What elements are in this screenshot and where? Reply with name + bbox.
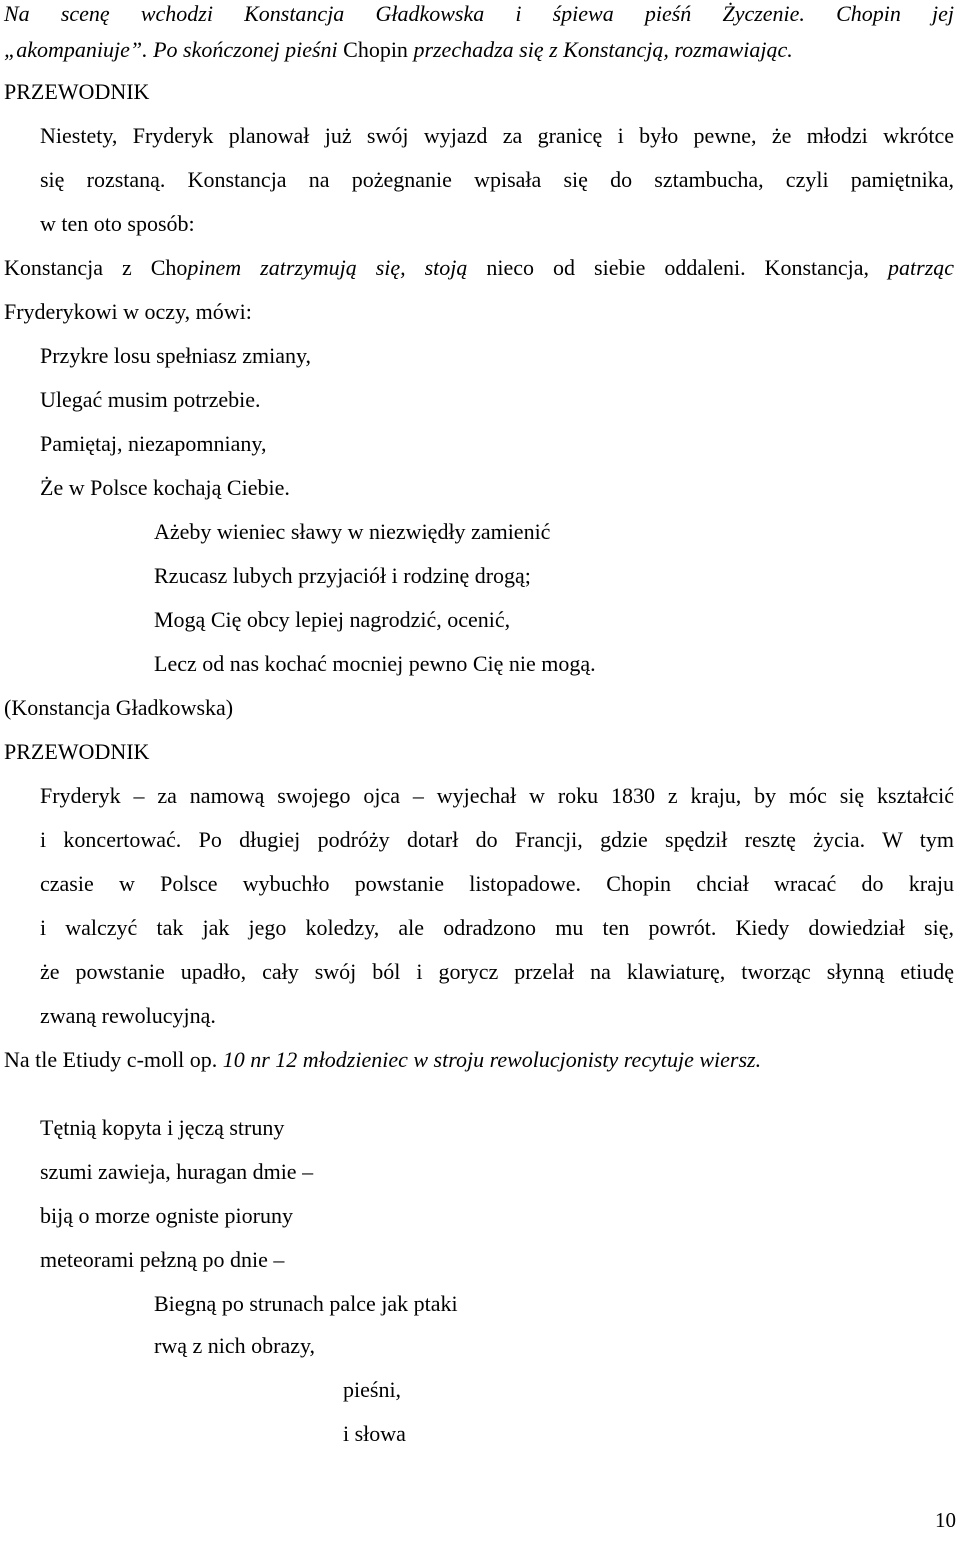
verse-line: pieśni, — [343, 1377, 402, 1402]
poem-line: Mogą Cię obcy lepiej nagrodzić, ocenić, — [154, 607, 511, 632]
narration-line: zwaną rewolucyjną. — [40, 1003, 216, 1028]
verse-line: rwą z nich obrazy, — [154, 1333, 316, 1358]
poem-line: Rzucasz lubych przyjaciół i rodzinę drogą; — [154, 563, 531, 588]
verse-line: Tętnią kopyta i jęczą struny — [40, 1115, 285, 1140]
narration-line: że powstanie upadło, cały swój ból i gorycz przelał na klawiaturę, tworząc słynną etiudę — [40, 959, 954, 984]
narration-line: i koncertować. Po długiej podróży dotarł do Francji, gdzie spędził resztę życia. W tym — [40, 827, 954, 852]
stage-direction-line — [4, 1046, 761, 1074]
narration-line: w ten oto sposób: — [40, 211, 195, 236]
song-title: Życzenie. — [722, 1, 805, 26]
verse-line: i słowa — [343, 1421, 406, 1446]
poem-line: Przykre losu spełniasz zmiany, — [40, 343, 312, 368]
page-number: 10 — [935, 1508, 956, 1532]
stage-direction-italic: pinem zatrzymują się, stoją — [187, 255, 468, 280]
narration-line: się rozstaną. Konstancja na pożegnanie wpisała się do sztambucha, czyli pamiętnika, — [40, 167, 954, 192]
poem-line: Lecz od nas kochać mocniej pewno Cię nie mogą. — [154, 651, 596, 676]
narration-line: Fryderyk – za namową swojego ojca – wyjechał w roku 1830 z kraju, by móc się kształcić — [40, 783, 954, 808]
verse-line: biją o morze ogniste pioruny — [40, 1203, 293, 1228]
stage-direction-text: Konstancja z Cho — [4, 255, 188, 280]
stage-direction-italic: 10 nr 12 młodzieniec w stroju rewolucjonisty recytuje wiersz. — [222, 1047, 762, 1072]
narration-line: i walczyć tak jak jego koledzy, ale odradzono mu ten powrót. Kiedy dowiedział się, — [40, 915, 954, 940]
stage-direction-text: nieco od siebie oddaleni. Konstancja, — [486, 255, 870, 280]
stage-direction-line — [4, 36, 793, 64]
stage-direction-line — [4, 0, 954, 28]
verse-line: szumi zawieja, huragan dmie – — [40, 1159, 314, 1184]
stage-direction-text: „akompaniuje”. Po skończonej pieśni — [4, 37, 338, 62]
stage-direction-line: Fryderykowi w oczy, mówi: — [4, 299, 252, 324]
stage-direction-text: Na scenę wchodzi Konstancja Gładkowska i śpiewa pieśń — [4, 1, 692, 26]
poem-line: Ażeby wieniec sławy w niezwiędły zamienić — [154, 519, 551, 544]
narration-line: Niestety, Fryderyk planował już swój wyjazd za granicę i było pewne, że młodzi wkrótce — [40, 123, 954, 148]
narration-line: czasie w Polsce wybuchło powstanie listopadowe. Chopin chciał wracać do kraju — [40, 871, 954, 896]
stage-direction-italic: patrząc — [888, 255, 955, 280]
poem-signature: (Konstancja Gładkowska) — [4, 695, 234, 720]
speaker-label: PRZEWODNIK — [4, 739, 150, 764]
stage-direction-text: Chopin jej — [836, 1, 955, 26]
stage-direction-text: przechadza się z Konstancją, rozmawiając. — [413, 37, 793, 62]
verse-line: Biegną po strunach palce jak ptaki — [154, 1291, 458, 1316]
stage-direction-name: Chopin — [343, 37, 408, 62]
poem-line: Że w Polsce kochają Ciebie. — [40, 475, 290, 500]
stage-direction-text: Na tle Etiudy c-moll op. — [4, 1047, 218, 1072]
poem-line: Pamiętaj, niezapomniany, — [40, 431, 267, 456]
poem-line: Ulegać musim potrzebie. — [40, 387, 261, 412]
stage-direction-line — [4, 254, 954, 282]
speaker-label: PRZEWODNIK — [4, 79, 150, 104]
verse-line: meteorami pełzną po dnie – — [40, 1247, 285, 1272]
